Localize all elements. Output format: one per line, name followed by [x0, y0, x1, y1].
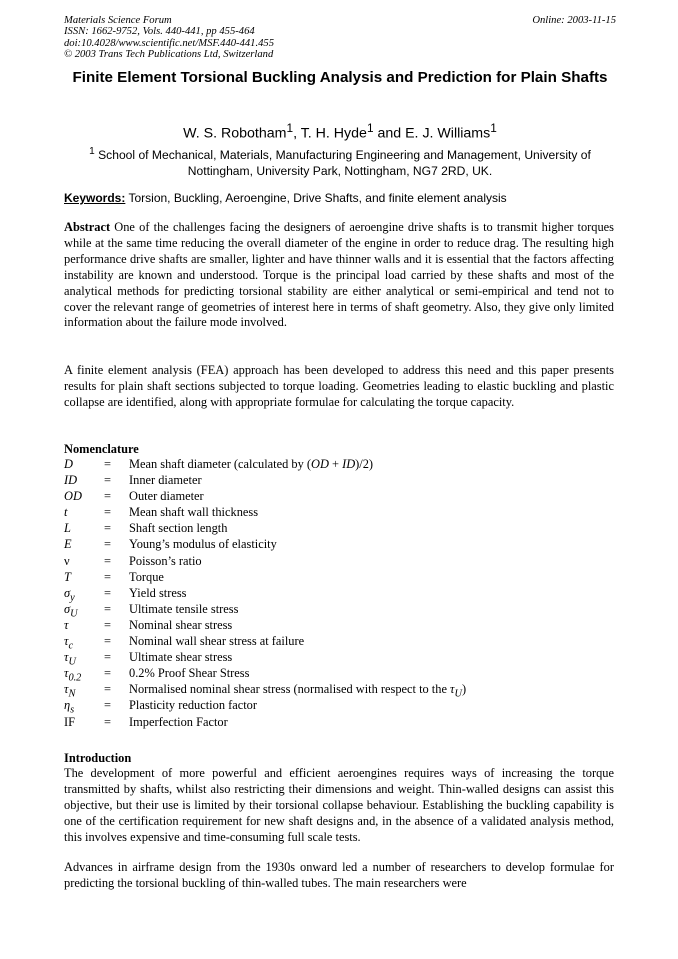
- nomenclature-row: [64, 633, 616, 652]
- copyright-line: © 2003 Trans Tech Publications Ltd, Switzerland: [64, 48, 274, 60]
- nomenclature-heading: Nomenclature: [64, 442, 139, 456]
- keywords-label: Keywords:: [64, 191, 126, 205]
- symbol-definition: Outer diameter: [129, 489, 204, 504]
- nomenclature-row: [64, 585, 616, 604]
- equals-sign: =: [104, 682, 111, 697]
- nomenclature-row: [64, 488, 616, 504]
- symbol-definition: Torque: [129, 569, 164, 584]
- symbol: $\tau_{0.2}$: [64, 666, 82, 684]
- abstract-paragraph: [64, 220, 614, 331]
- symbol-definition: Normalised nominal shear stress (normalised with respect to the $\tau_U$): [129, 682, 467, 700]
- symbol: E: [64, 537, 72, 552]
- symbol: ν: [64, 553, 70, 568]
- doi-line: doi:10.4028/www.scientific.net/MSF.440-441.455: [64, 37, 274, 49]
- equals-sign: =: [104, 569, 111, 584]
- author-list: W. S. Robotham$^1$, T. H. Hyde$^1$ and E. J. Williams$^1$: [183, 121, 497, 142]
- symbol: τ: [64, 617, 69, 632]
- symbol: L: [64, 521, 71, 536]
- author-affil-mark: 1: [286, 121, 294, 135]
- symbol: D: [64, 457, 73, 471]
- equals-sign: =: [104, 650, 111, 665]
- equals-sign: =: [104, 489, 111, 504]
- keywords-text: Torsion, Buckling, Aeroengine, Drive Shafts, and finite element analysis: [125, 191, 507, 205]
- author-name: E. J. Williams: [405, 125, 491, 142]
- nomenclature-row: [64, 520, 616, 536]
- nomenclature-row: [64, 681, 616, 700]
- paper-title: Finite Element Torsional Buckling Analysis and Prediction for Plain Shafts: [72, 69, 608, 86]
- equals-sign: =: [104, 553, 111, 568]
- symbol: T: [64, 569, 71, 584]
- journal-header: [64, 15, 616, 60]
- abstract-label: Abstract: [64, 220, 111, 234]
- online-date: Online: 2003-11-15: [532, 15, 616, 26]
- symbol-definition: Shaft section length: [129, 521, 228, 536]
- symbol-definition: Poisson’s ratio: [129, 553, 202, 568]
- nomenclature-row: [64, 504, 616, 520]
- symbol-definition: Young’s modulus of elasticity: [129, 537, 277, 552]
- equals-sign: =: [104, 698, 111, 713]
- equals-sign: =: [104, 473, 111, 488]
- nomenclature-row: [64, 472, 616, 488]
- symbol: $\tau_N$: [64, 682, 76, 700]
- symbol-definition: Plasticity reduction factor: [129, 698, 257, 713]
- author-affil-mark: 1: [366, 121, 374, 135]
- symbol: $\tau_c$: [64, 634, 74, 652]
- symbol-definition: 0.2% Proof Shear Stress: [129, 666, 250, 681]
- symbol: ID: [64, 473, 78, 488]
- nomenclature-row: [64, 536, 616, 552]
- symbol-definition: Ultimate tensile stress: [129, 601, 239, 616]
- nomenclature-row: [64, 617, 616, 633]
- nomenclature-row: [64, 553, 616, 569]
- nomenclature-row: [64, 665, 616, 684]
- nomenclature-list: [64, 456, 616, 730]
- equals-sign: =: [104, 585, 111, 600]
- equals-sign: =: [104, 634, 111, 649]
- symbol-definition: Yield stress: [129, 585, 187, 600]
- nomenclature-row: [64, 649, 616, 668]
- affil-mark: 1: [89, 146, 95, 157]
- equals-sign: =: [104, 714, 111, 729]
- journal-name: Materials Science Forum: [64, 15, 172, 26]
- equals-sign: =: [104, 666, 111, 681]
- nomenclature-row: [64, 714, 616, 730]
- author-affil-mark: 1: [490, 121, 497, 135]
- symbol: IF: [64, 714, 76, 729]
- symbol: $\eta_s$: [64, 698, 75, 716]
- nomenclature-row: [64, 569, 616, 585]
- nomenclature-row: [64, 697, 616, 716]
- symbol-definition: Ultimate shear stress: [129, 650, 233, 665]
- equals-sign: =: [104, 521, 111, 536]
- keywords: [64, 190, 624, 206]
- equals-sign: =: [104, 601, 111, 616]
- issn-line: ISSN: 1662-9752, Vols. 440-441, pp 455-464: [64, 26, 255, 38]
- affiliation: [74, 144, 606, 179]
- nomenclature-row: [64, 601, 616, 620]
- symbol: $\tau_U$: [64, 650, 76, 668]
- symbol: $\sigma_U$: [64, 601, 78, 620]
- symbol: $\sigma_y$: [64, 585, 75, 604]
- abstract-text: One of the challenges facing the designers of aeroengine drive shafts is to transmit higher torques while at the same time reducing the overall diameter of the engine in order to reduce drag. The resulting high performance drive shafts are smaller, lighter and have thinner walls and it is essential that the factors affecting instability are known and understood. Torque is the principal load carried by these shafts and most of the analytical methods for predicting torsional stability are either analytical or semi-empirical and tend not to cover the relevant range of geometries of interest here in terms of shaft geometry. Also, they give only limited information about the failure mode involved.: [64, 220, 614, 330]
- introduction-paragraph-1: The development of more powerful and efficient aeroengines requires ways of increasing the torque transmitted by shafts, whilst also restricting their dimensions and weight. Thin-walled designs can assist this objective, but their use is limited by their torsional collapse behaviour. Establishing the buckling capability is one of the certification requirement for new shaft designs and, in the absence of a validated analysis method, this involves expensive and time-consuming full scale tests.: [64, 766, 614, 844]
- equals-sign: =: [104, 537, 111, 552]
- affil-text: School of Mechanical, Materials, Manufacturing Engineering and Management, University of Nottingham, University Park, Nottingham, NG7 2RD, UK.: [94, 148, 591, 179]
- equals-sign: =: [104, 457, 111, 471]
- introduction-paragraph-2: Advances in airframe design from the 1930s onward led a number of researchers to develop formulae for predicting the torsional buckling of thin-walled tubes. The main researchers were: [64, 860, 614, 890]
- symbol: t: [64, 505, 68, 520]
- symbol-definition: Mean shaft diameter (calculated by (OD + ID)/2): [129, 457, 374, 471]
- abstract-paragraph-2: A finite element analysis (FEA) approach has been developed to address this need and this paper presents results for plain shaft sections subjected to torque loading. Geometries leading to elastic buckling and plastic collapse are identified, along with appropriate formulae for calculating the torque capacity.: [64, 363, 614, 409]
- author-name: T. H. Hyde: [300, 125, 367, 142]
- introduction-heading: Introduction: [64, 751, 132, 765]
- equals-sign: =: [104, 617, 111, 632]
- symbol-definition: Mean shaft wall thickness: [129, 505, 259, 520]
- nomenclature-row: [64, 456, 616, 472]
- author-name: W. S. Robotham: [183, 125, 287, 142]
- equals-sign: =: [104, 505, 111, 520]
- symbol-definition: Inner diameter: [129, 473, 202, 488]
- symbol-definition: Imperfection Factor: [129, 714, 228, 729]
- symbol: OD: [64, 489, 82, 504]
- symbol-definition: Nominal shear stress: [129, 617, 233, 632]
- symbol-definition: Nominal wall shear stress at failure: [129, 634, 305, 649]
